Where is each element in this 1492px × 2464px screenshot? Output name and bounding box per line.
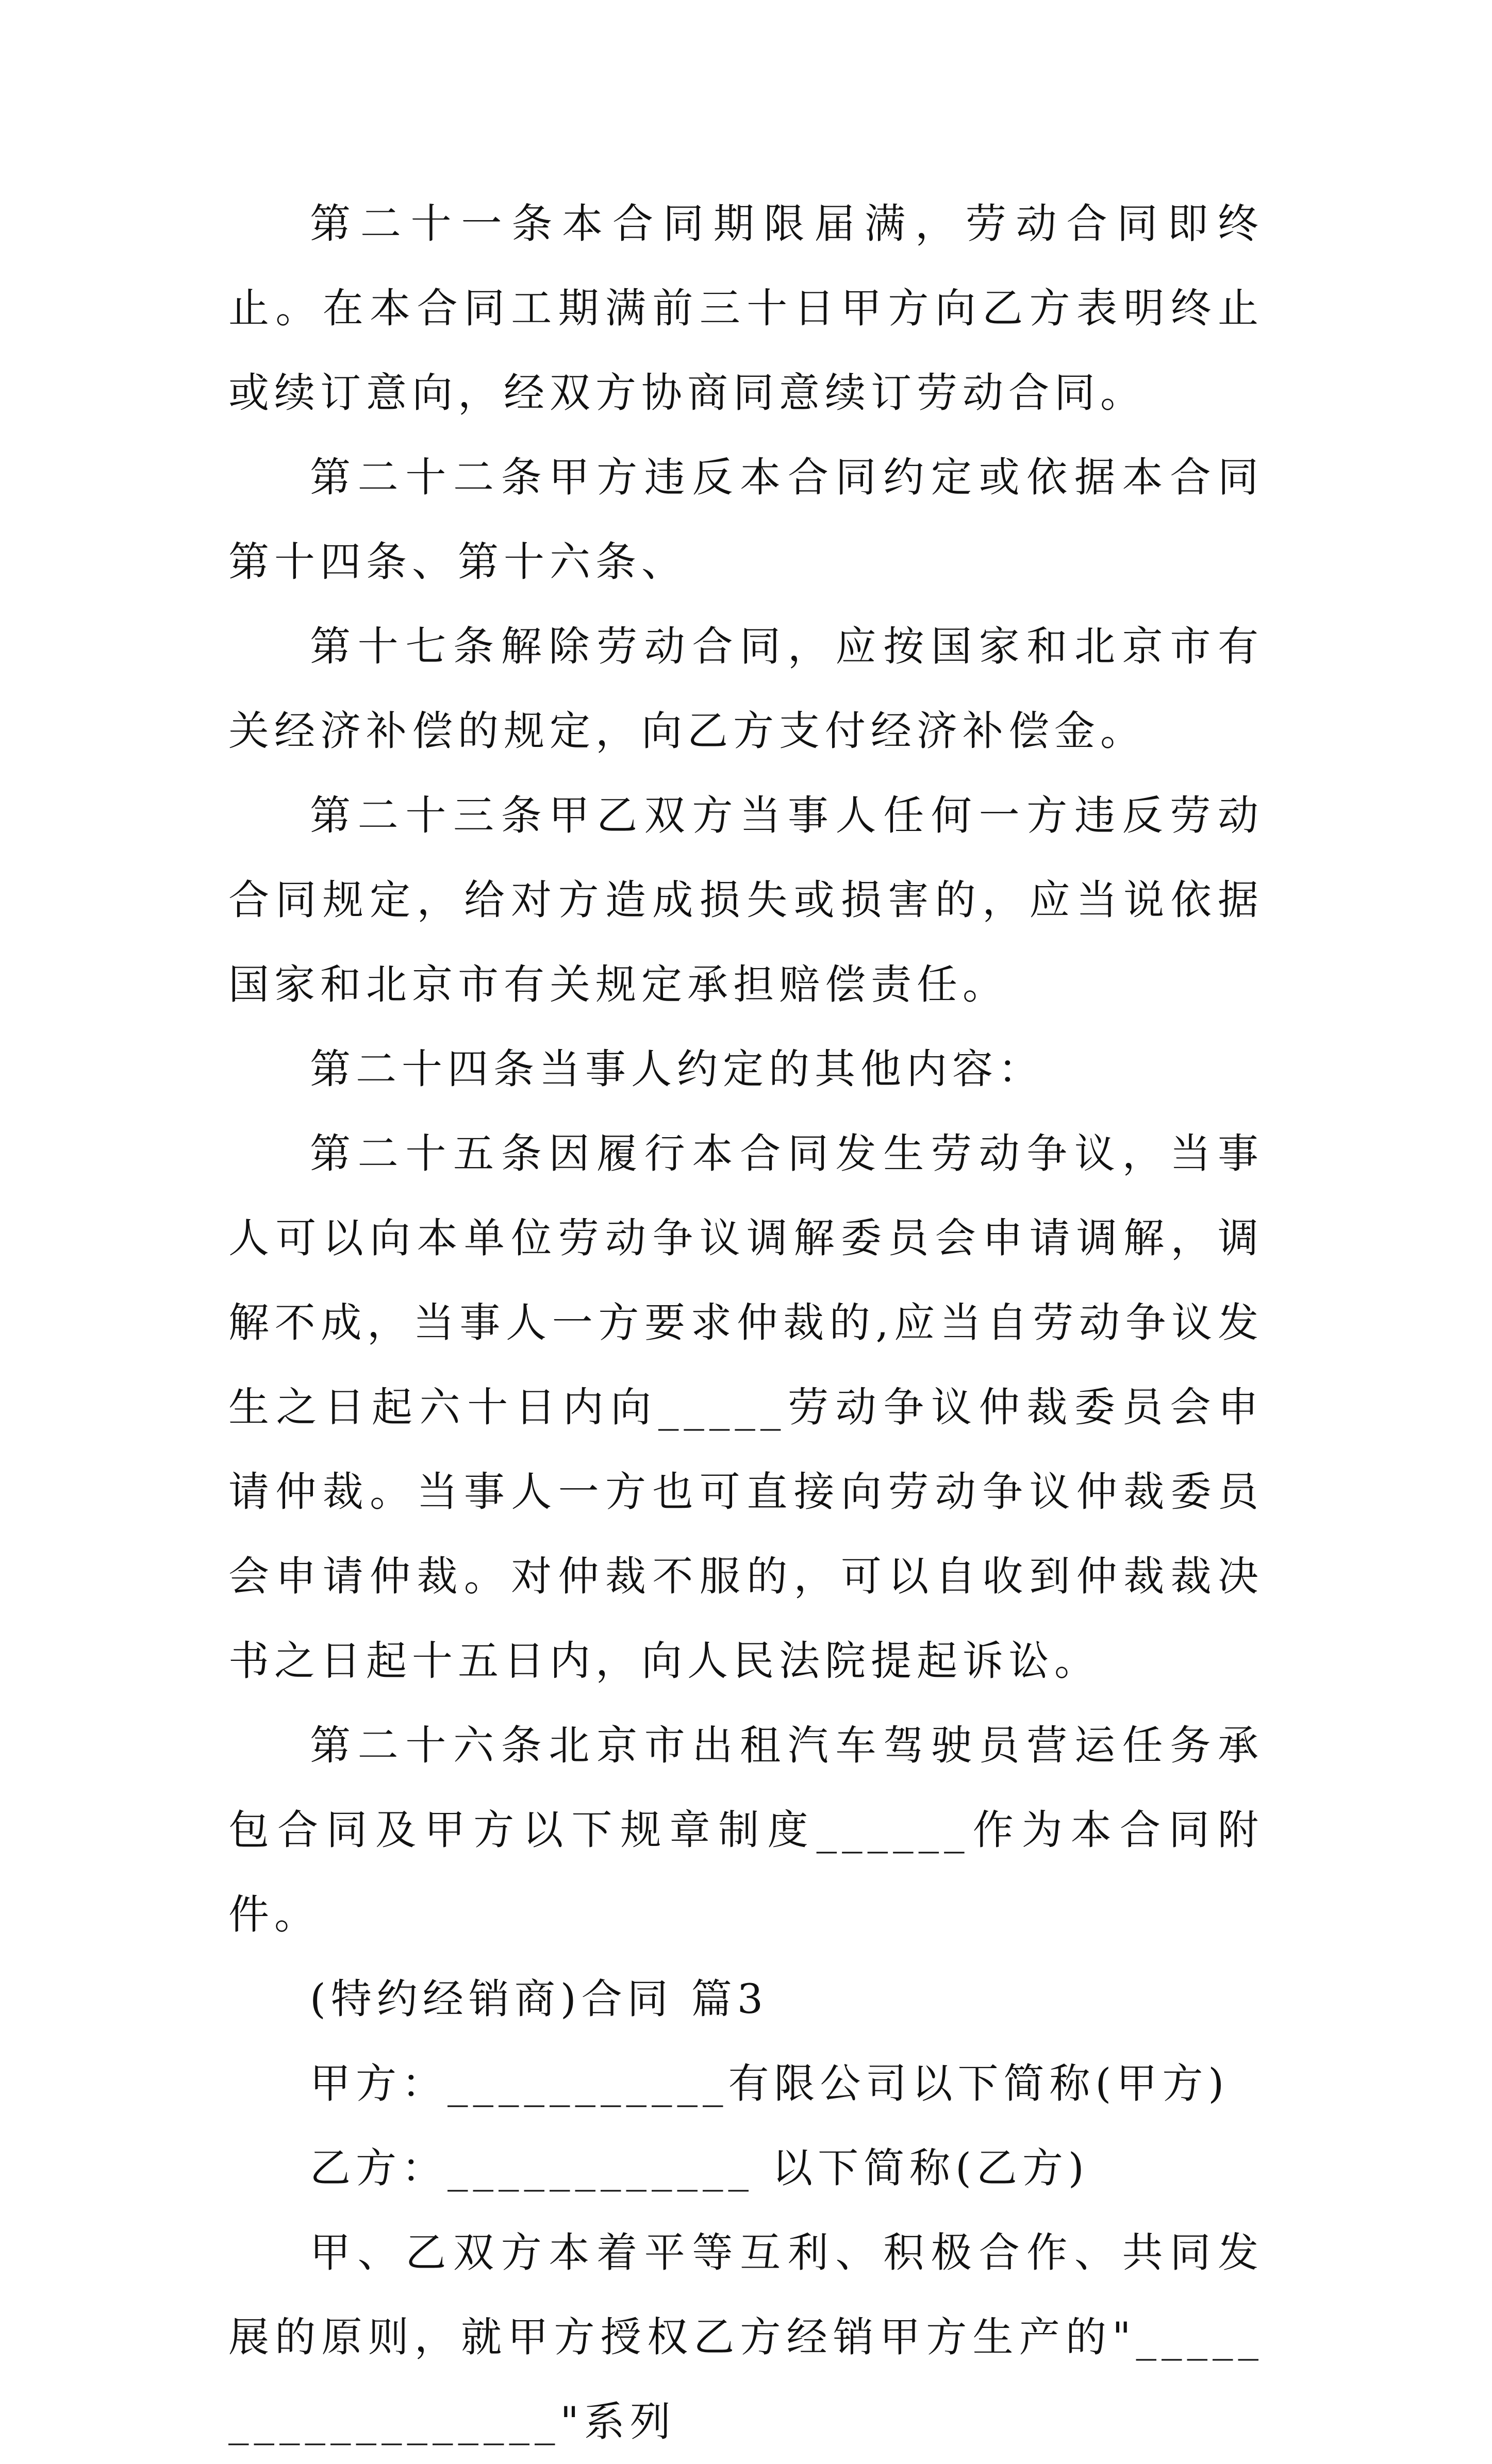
paragraph-article-25: 第二十五条因履行本合同发生劳动争议，当事人可以向本单位劳动争议调解委员会申请调解，调解不成，当事人一方要求仲裁的,应当自劳动争议发生之日起六十日内向_____劳动争议仲裁委员会申请仲裁。当事人一方也可直接向劳动争议仲裁委员会申请仲裁。对仲裁不服的，可以自收到仲裁裁决书之日起十五日内，向人民法院提起诉讼。: [228, 1130, 1264, 1685]
paragraph-principles: 甲、乙双方本着平等互利、积极合作、共同发展的原则，就甲方授权乙方经销甲方生产的"__________________"系列: [228, 2229, 1264, 2445]
paragraph-article-24: 第二十四条当事人约定的其他内容：: [310, 1045, 1044, 1093]
paragraph-article-21: 第二十一条本合同期限届满，劳动合同即终止。在本合同工期满前三十日甲方向乙方表明终止或续订意向，经双方协商同意续订劳动合同。: [228, 200, 1264, 417]
paragraph-article-17-continued: 第十七条解除劳动合同，应按国家和北京市有关经济补偿的规定，向乙方支付经济补偿金。: [228, 623, 1264, 755]
party-b-line: 乙方：____________ 以下简称(乙方): [310, 2144, 1089, 2192]
party-a-line: 甲方：___________有限公司以下简称(甲方): [310, 2060, 1230, 2107]
paragraph-article-26: 第二十六条北京市出租汽车驾驶员营运任务承包合同及甲方以下规章制度______作为本合同附件。: [228, 1722, 1264, 1938]
paragraph-article-23: 第二十三条甲乙双方当事人任何一方违反劳动合同规定，给对方造成损失或损害的，应当说依据国家和北京市有关规定承担赔偿责任。: [228, 792, 1264, 1008]
section-heading-contract-3: (特约经销商)合同 篇3: [310, 1975, 769, 2023]
paragraph-article-22: 第二十二条甲方违反本合同约定或依据本合同第十四条、第十六条、: [228, 454, 1264, 586]
document-body: [228, 181, 1264, 2464]
